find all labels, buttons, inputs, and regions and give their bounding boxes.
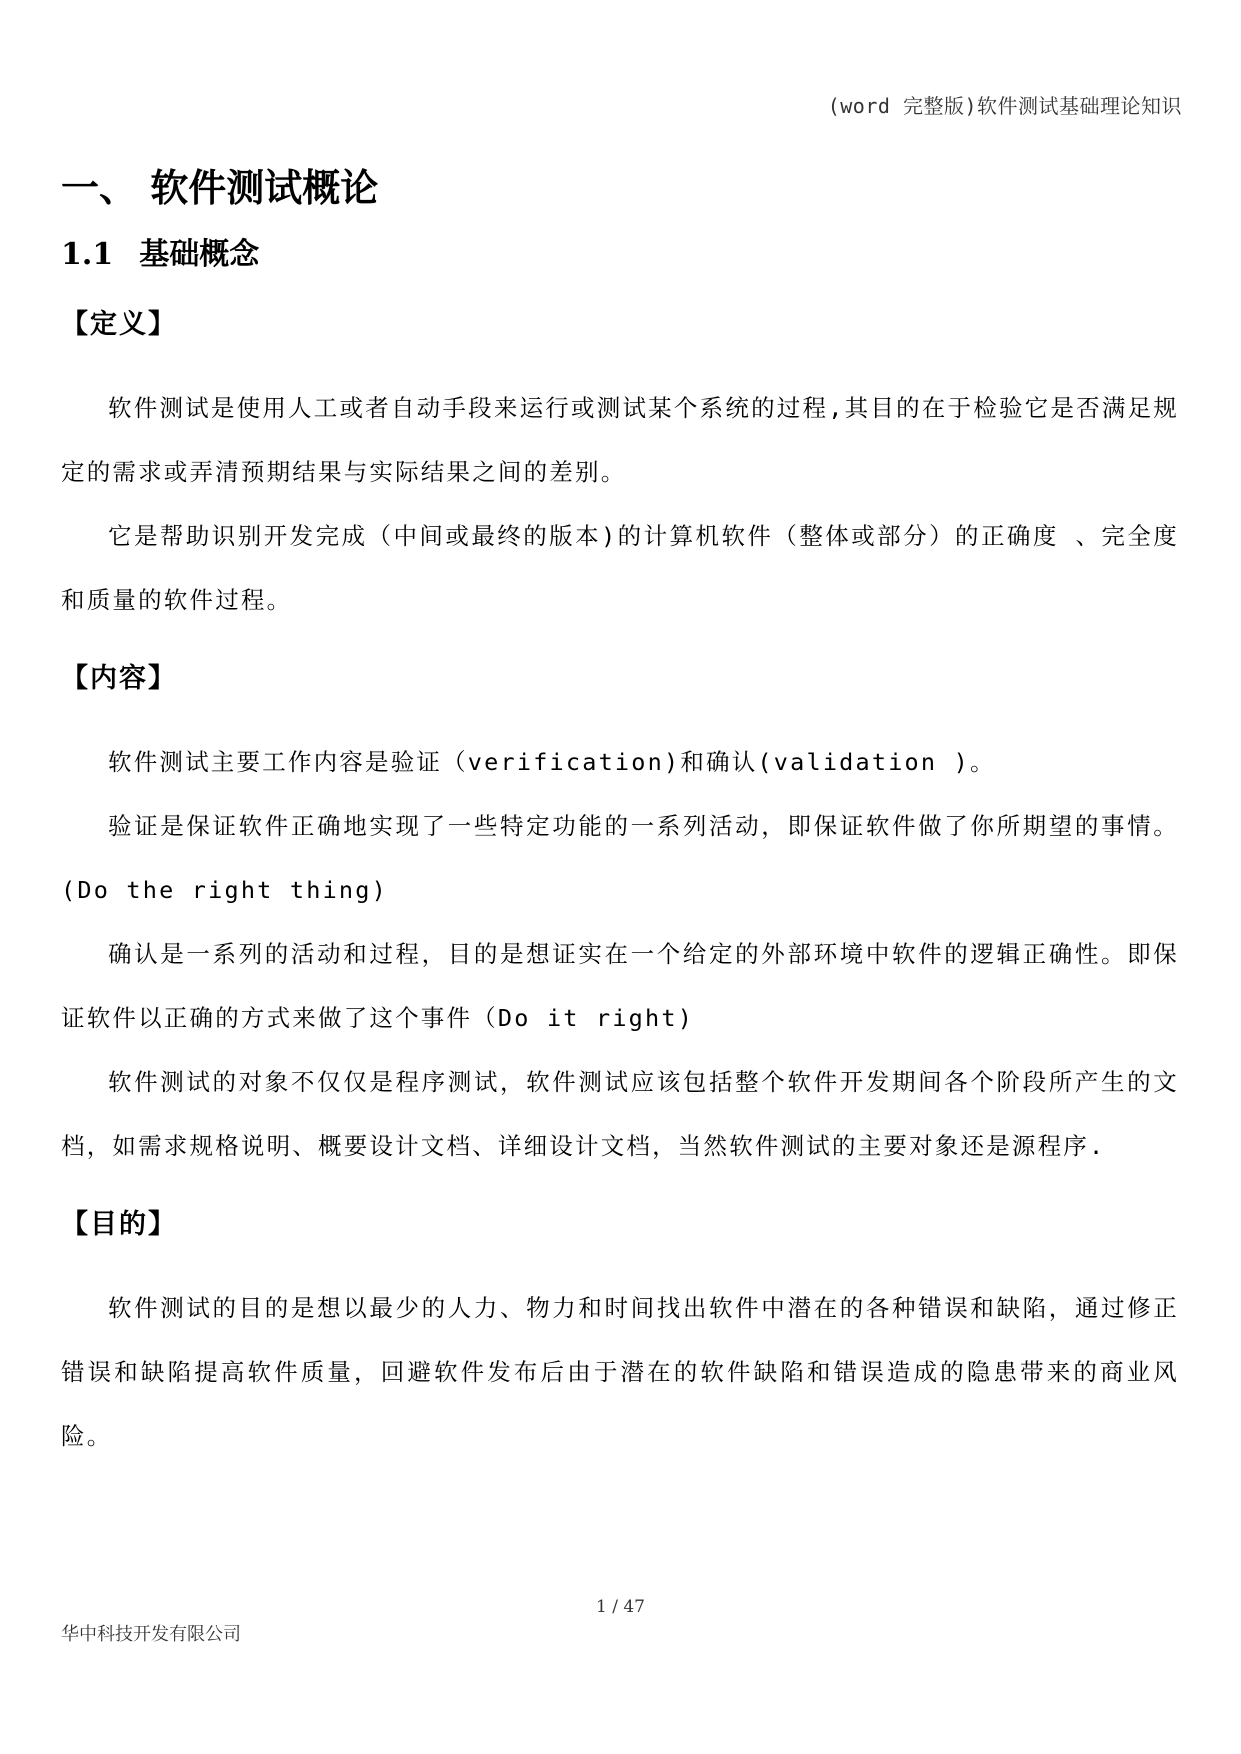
paragraph: 验证是保证软件正确地实现了一些特定功能的一系列活动，即保证软件做了你所期望的事情。(Do the right thing) — [61, 812, 1179, 904]
paragraph: 软件测试的目的是想以最少的人力、物力和时间找出软件中潜在的各种错误和缺陷，通过修正错误和缺陷提高软件质量，回避软件发布后由于潜在的软件缺陷和错误造成的隐患带来的商业风险。 — [61, 1294, 1179, 1450]
chapter-title: 一、 软件测试概论 — [61, 166, 379, 210]
paragraph: 它是帮助识别开发完成（中间或最终的版本)的计算机软件（整体或部分）的正确度 、完全度和质量的软件过程。 — [61, 522, 1179, 614]
paragraph: 确认是一系列的活动和过程，目的是想证实在一个给定的外部环境中软件的逻辑正确性。即保证软件以正确的方式来做了这个事件（Do it right) — [61, 940, 1179, 1032]
running-header: (word 完整版)软件测试基础理论知识 — [827, 94, 1182, 118]
purpose-heading: 【目的】 — [61, 1209, 177, 1240]
paragraph: 软件测试是使用人工或者自动手段来运行或测试某个系统的过程,其目的在于检验它是否满足规定的需求或弄清预期结果与实际结果之间的差别。 — [61, 394, 1179, 486]
company-name: 华中科技开发有限公司 — [61, 1624, 241, 1645]
section-heading — [61, 230, 1179, 280]
section-title: 基础概念 — [139, 237, 260, 272]
page-indicator: 1 / 47 — [596, 1597, 645, 1617]
content-heading: 【内容】 — [61, 663, 177, 694]
section-number: 1.1 — [61, 237, 114, 272]
paragraph: 软件测试的对象不仅仅是程序测试，软件测试应该包括整个软件开发期间各个阶段所产生的文档，如需求规格说明、概要设计文档、详细设计文档，当然软件测试的主要对象还是源程序. — [61, 1068, 1179, 1160]
document-body — [61, 160, 1179, 1468]
paragraph: 软件测试主要工作内容是验证（verification)和确认(validation )。 — [108, 748, 996, 776]
definition-heading: 【定义】 — [61, 309, 177, 340]
